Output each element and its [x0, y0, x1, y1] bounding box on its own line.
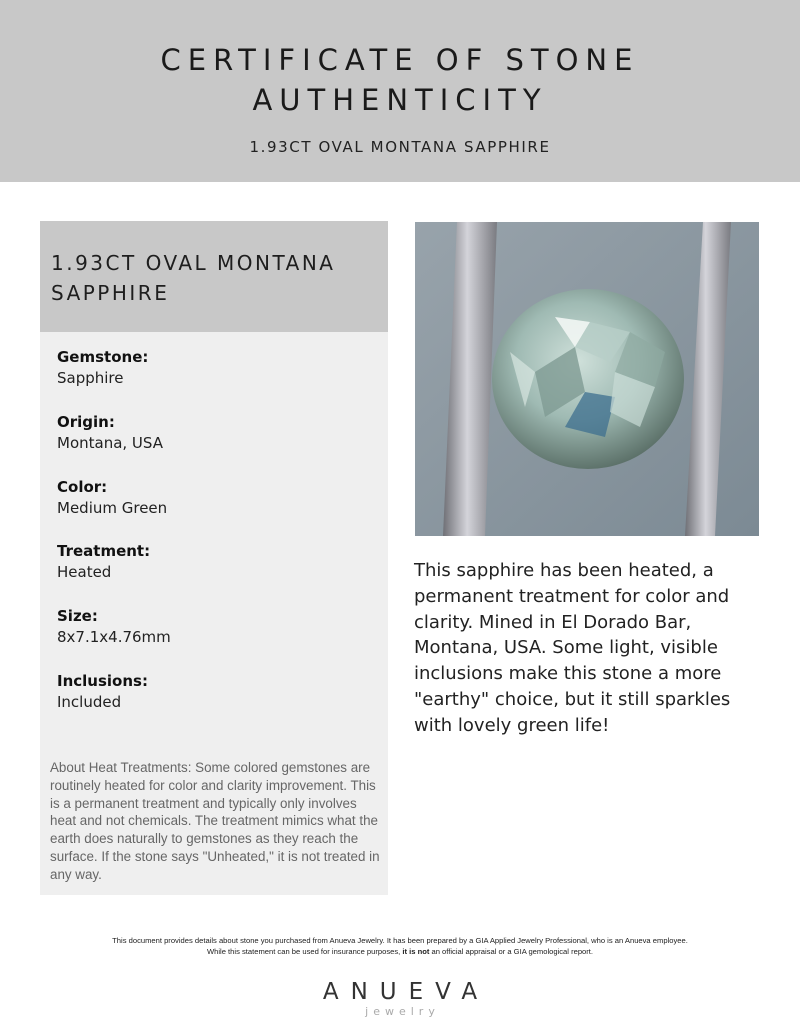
- spec-value: Montana, USA: [57, 433, 163, 452]
- logo-wordmark: ANUEVA: [322, 979, 490, 1005]
- panel-heading-line-2: SAPPHIRE: [51, 281, 170, 305]
- gemstone-illustration: [415, 222, 759, 536]
- spec-value: Included: [57, 692, 122, 711]
- gemstone-photo: [415, 222, 759, 536]
- heat-treatment-note: About Heat Treatments: Some colored gemstones are routinely heated for color and clarity improvement. This is a permanent treatment and typically only involves heat and not chemicals. The treatment mimics what the earth does naturally to gemstones as they reach the surface. If the stone says "Unheated," it is not treated in any way.: [50, 760, 380, 882]
- certificate-title: [0, 40, 800, 120]
- spec-inclusions: [57, 671, 377, 736]
- panel-heading-box: [40, 221, 388, 332]
- anueva-logo: [0, 978, 800, 1018]
- stone-description: This sapphire has been heated, a permanent treatment for color and clarity. Mined in El Dorado Bar, Montana, USA. Some light, visible inclusions make this stone a more "earthy" choice, but it still sparkles with lovely green life!: [414, 560, 731, 736]
- spec-gemstone: [57, 347, 377, 412]
- panel-heading: [51, 248, 381, 308]
- spec-color: [57, 477, 377, 542]
- spec-label: Gemstone:: [57, 348, 149, 366]
- certificate-subtitle: 1.93CT OVAL MONTANA SAPPHIRE: [249, 138, 551, 156]
- spec-size: [57, 606, 377, 671]
- spec-label: Size:: [57, 607, 98, 626]
- spec-value: Sapphire: [57, 369, 124, 387]
- disclaimer-line-2: [0, 947, 800, 958]
- spec-value: Medium Green: [57, 498, 168, 517]
- logo-subtext: jewelry: [365, 1005, 440, 1018]
- spec-label: Inclusions:: [57, 671, 148, 690]
- spec-list: [57, 347, 377, 736]
- stone-details-panel: [40, 221, 388, 895]
- spec-value: Heated: [57, 563, 112, 582]
- title-line-1: CERTIFICATE OF STONE: [160, 43, 640, 77]
- panel-heading-line-1: 1.93CT OVAL MONTANA: [51, 251, 336, 275]
- disclaimer-text-before: While this statement can be used for insurance purposes,: [206, 946, 403, 956]
- spec-label: Origin:: [57, 412, 115, 431]
- title-line-2: AUTHENTICITY: [252, 83, 548, 117]
- disclaimer-emphasis: it is not: [402, 946, 430, 956]
- spec-origin: [57, 412, 377, 477]
- disclaimer: [0, 936, 800, 957]
- disclaimer-line-1: This document provides details about stone you purchased from Anueva Jewelry. It has been prepared by a GIA Applied Jewelry Professional, who is an Anueva employee.: [112, 936, 688, 945]
- certificate-header: [0, 0, 800, 182]
- spec-value: 8x7.1x4.76mm: [57, 628, 171, 647]
- spec-label: Treatment:: [57, 542, 151, 561]
- spec-treatment: [57, 541, 377, 606]
- disclaimer-text-after: an official appraisal or a GIA gemological report.: [429, 946, 594, 956]
- spec-label: Color:: [57, 477, 108, 496]
